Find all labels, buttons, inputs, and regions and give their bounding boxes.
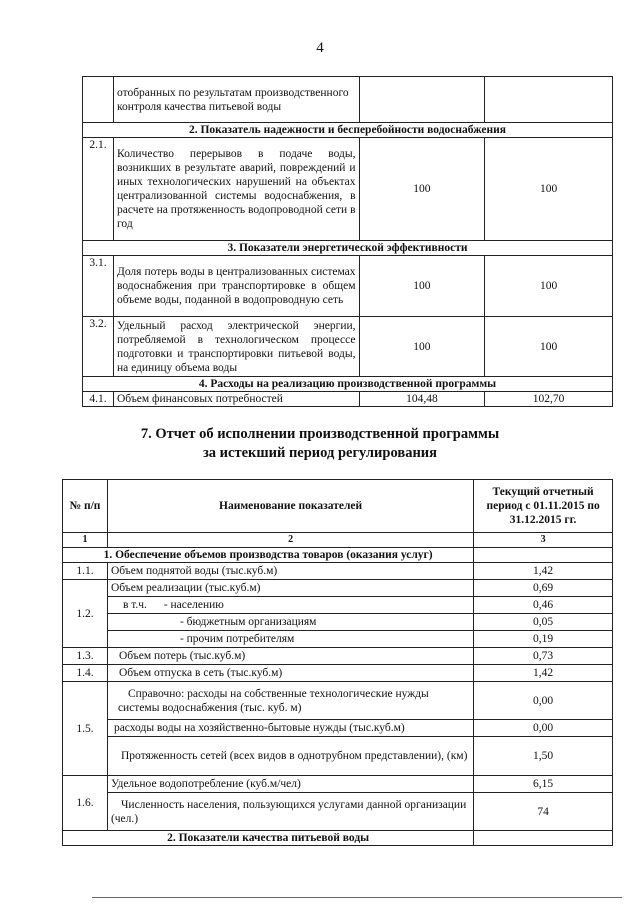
section-row bbox=[63, 548, 613, 563]
table-row bbox=[63, 580, 613, 597]
cell-value: 100 bbox=[485, 256, 613, 317]
cell-text: Протяженность сетей (всех видов в однотрубном представлении), (км) bbox=[107, 737, 473, 776]
table-row bbox=[63, 776, 613, 793]
indented-text: - прочим потребителям bbox=[179, 633, 295, 645]
table-row bbox=[83, 392, 613, 407]
cell-value: 100 bbox=[485, 138, 613, 241]
column-numbers-row bbox=[63, 533, 613, 548]
cell-text: Объем потерь (тыс.куб.м) bbox=[107, 648, 473, 665]
section-title: 2. Показатель надежности и бесперебойности водоснабжения bbox=[83, 123, 613, 138]
table-row bbox=[63, 682, 613, 720]
table-row bbox=[83, 77, 613, 123]
header-row bbox=[63, 480, 613, 533]
cell-value: 6,15 bbox=[474, 776, 613, 793]
section-heading-line2: за истекший период регулирования bbox=[202, 445, 438, 461]
cell-value: 100 bbox=[359, 138, 485, 241]
cell-value: 100 bbox=[485, 317, 613, 377]
cell-text: отобранных по результатам производственного контроля качества питьевой воды bbox=[113, 77, 359, 123]
cell-text: Объем поднятой воды (тыс.куб.м) bbox=[107, 563, 473, 580]
section-title: 3. Показатели энергетической эффективности bbox=[83, 241, 613, 256]
table-row bbox=[63, 665, 613, 682]
col-number: 1 bbox=[63, 533, 108, 548]
cell-value: 100 bbox=[359, 317, 485, 377]
header-num: № п/п bbox=[63, 480, 108, 533]
header-name: Наименование показателей bbox=[107, 480, 473, 533]
cell-value: 100 bbox=[359, 256, 485, 317]
cell-text bbox=[107, 597, 473, 614]
table-row bbox=[83, 317, 613, 377]
indented-text: - бюджетным организациям bbox=[179, 616, 317, 628]
section-title: 4. Расходы на реализацию производственной программы bbox=[83, 377, 613, 392]
cell-value: 0,00 bbox=[474, 720, 613, 737]
row-number: 1.4. bbox=[63, 665, 108, 682]
table-row bbox=[63, 631, 613, 648]
section-row bbox=[83, 123, 613, 138]
col-number: 2 bbox=[107, 533, 473, 548]
row-number: 1.5. bbox=[63, 682, 108, 776]
cell-text: Доля потерь воды в централизованных системах водоснабжения при транспортировке в общем объеме воды, поданной в водопроводную сеть bbox=[113, 256, 359, 317]
cell-text: Объем отпуска в сеть (тыс.куб.м) bbox=[107, 665, 473, 682]
table-row bbox=[63, 720, 613, 737]
indicators-table bbox=[82, 76, 613, 407]
col-number: 3 bbox=[474, 533, 613, 548]
table-row bbox=[63, 597, 613, 614]
cell-value: 1,42 bbox=[474, 665, 613, 682]
cell-value: 0,05 bbox=[474, 614, 613, 631]
cell-value: 74 bbox=[474, 793, 613, 831]
row-number: 4.1. bbox=[83, 392, 114, 407]
cell-value: 0,00 bbox=[474, 682, 613, 720]
cell-value: 104,48 bbox=[359, 392, 485, 407]
prefix-text: в т.ч. bbox=[122, 599, 147, 611]
cell-value: 1,50 bbox=[474, 737, 613, 776]
cell-text: Объем реализации (тыс.куб.м) bbox=[107, 580, 473, 597]
cell-text: Объем финансовых потребностей bbox=[113, 392, 359, 407]
table-row bbox=[83, 256, 613, 317]
cell-text: расходы воды на хозяйственно-бытовые нужды (тыс.куб.м) bbox=[107, 720, 473, 737]
row-number: 1.1. bbox=[63, 563, 108, 580]
cell-text: Удельное водопотребление (куб.м/чел) bbox=[107, 776, 473, 793]
row-number: 2.1. bbox=[83, 138, 114, 241]
section-title: 2. Показатели качества питьевой воды bbox=[63, 831, 474, 846]
cell-value: 0,73 bbox=[474, 648, 613, 665]
cell-text: Справочно: расходы на собственные технологические нужды системы водоснабжения (тыс. куб. м) bbox=[107, 682, 473, 720]
cell-text: Удельный расход электрической энергии, потребляемой в технологическом процессе подготовки и транспортировки питьевой воды, на единицу объема воды bbox=[113, 317, 359, 377]
cell-value: 0,69 bbox=[474, 580, 613, 597]
cell-value: 0,19 bbox=[474, 631, 613, 648]
section-title: 1. Обеспечение объемов производства товаров (оказания услуг) bbox=[63, 548, 474, 563]
page-number: 4 bbox=[316, 40, 324, 56]
section-heading-line1: 7. Отчет об исполнении производственной программы bbox=[140, 426, 500, 442]
cell-value: 1,42 bbox=[474, 563, 613, 580]
cell-text: Численность населения, пользующихся услугами данной организации (чел.) bbox=[107, 793, 473, 831]
row-number: 1.3. bbox=[63, 648, 108, 665]
indented-text: - населению bbox=[163, 599, 224, 611]
cell-value: 0,46 bbox=[474, 597, 613, 614]
cell-text bbox=[107, 631, 473, 648]
header-period: Текущий отчетный период с 01.11.2015 по 31.12.2015 гг. bbox=[474, 480, 613, 533]
table-row bbox=[83, 138, 613, 241]
cell-value: 102,70 bbox=[485, 392, 613, 407]
section-row bbox=[83, 377, 613, 392]
cell-text: Количество перерывов в подаче воды, возникших в результате аварий, повреждений и иных технологических нарушений на объектах централизованной системы водоснабжения, в расчете на протяженность водопроводной сети в год bbox=[113, 138, 359, 241]
report-table bbox=[62, 479, 613, 846]
table-row bbox=[63, 614, 613, 631]
table-row bbox=[63, 737, 613, 776]
cell-text bbox=[107, 614, 473, 631]
row-number: 3.2. bbox=[83, 317, 114, 377]
row-number: 1.6. bbox=[63, 776, 108, 831]
table-row bbox=[63, 648, 613, 665]
row-number: 3.1. bbox=[83, 256, 114, 317]
table-row bbox=[63, 793, 613, 831]
section-row bbox=[63, 831, 613, 846]
section-row bbox=[83, 241, 613, 256]
row-number: 1.2. bbox=[63, 580, 108, 648]
page-edge-line bbox=[92, 897, 622, 898]
table-row bbox=[63, 563, 613, 580]
